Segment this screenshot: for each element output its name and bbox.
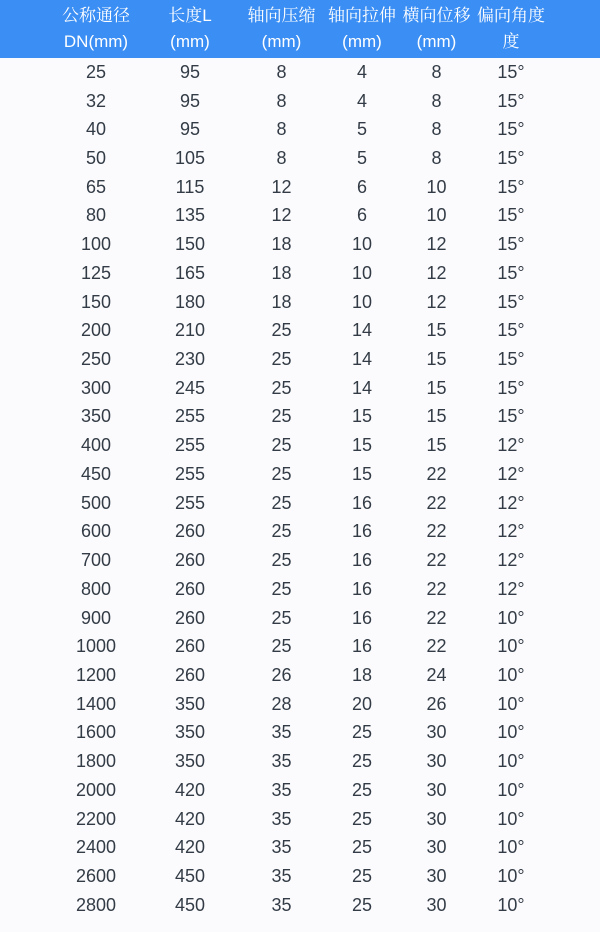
table-cell: 350 <box>174 751 206 772</box>
table-cell: 15 <box>426 349 447 370</box>
table-row <box>0 690 600 719</box>
table-cell: 15° <box>497 205 525 226</box>
table-row <box>0 862 600 891</box>
table-cell: 10 <box>426 205 447 226</box>
table-cell: 40 <box>85 119 107 140</box>
table-cell: 25 <box>271 521 292 542</box>
table-cell: 700 <box>80 550 112 571</box>
table-cell: 1200 <box>75 664 117 685</box>
table-cell: 15° <box>497 61 525 82</box>
table-cell: 12 <box>426 234 447 255</box>
table-cell: 350 <box>174 722 206 743</box>
col-header-title: 公称通径 <box>62 6 130 25</box>
table-cell: 30 <box>426 894 447 915</box>
table-cell: 24 <box>426 664 447 685</box>
table-cell: 65 <box>85 176 107 197</box>
table-row <box>0 259 600 288</box>
table-row <box>0 546 600 575</box>
table-cell: 35 <box>271 751 292 772</box>
table-cell: 25 <box>351 865 373 886</box>
table-row <box>0 345 600 374</box>
table-row <box>0 115 600 144</box>
table-cell: 15° <box>497 291 525 312</box>
col-header-length <box>142 0 238 58</box>
table-cell: 4 <box>356 90 367 111</box>
table-cell: 4 <box>356 61 367 82</box>
table-row <box>0 460 600 489</box>
table-row <box>0 747 600 776</box>
table-cell: 10 <box>426 176 447 197</box>
table-row <box>0 202 600 231</box>
table-cell: 10° <box>497 894 525 915</box>
table-cell: 35 <box>271 808 292 829</box>
table-cell: 15° <box>497 148 525 169</box>
table-cell: 15 <box>426 320 447 341</box>
table-cell: 15 <box>426 377 447 398</box>
table-cell: 25 <box>351 751 373 772</box>
col-header-unit: (mm) <box>416 32 457 51</box>
table-cell: 25 <box>271 349 292 370</box>
table-cell: 35 <box>271 894 292 915</box>
table-cell: 350 <box>174 693 206 714</box>
table-cell: 15 <box>351 463 373 484</box>
col-header-title: 长度L <box>168 6 212 25</box>
table-row <box>0 230 600 259</box>
table-cell: 15° <box>497 349 525 370</box>
col-header-unit: DN(mm) <box>63 32 129 51</box>
table-cell: 255 <box>174 406 206 427</box>
table-cell: 15 <box>351 406 373 427</box>
col-header-unit: 度 <box>502 32 520 51</box>
table-cell: 12 <box>271 205 292 226</box>
table-cell: 25 <box>271 463 292 484</box>
table-cell: 25 <box>351 779 373 800</box>
table-cell: 16 <box>351 607 373 628</box>
table-cell: 30 <box>426 837 447 858</box>
table-cell: 10° <box>497 865 525 886</box>
table-cell: 2800 <box>75 894 117 915</box>
table-cell: 260 <box>174 607 206 628</box>
table-cell: 25 <box>271 320 292 341</box>
col-header-title: 横向位移 <box>402 6 471 25</box>
table-cell: 1000 <box>75 636 117 657</box>
table-cell: 260 <box>174 664 206 685</box>
table-cell: 32 <box>85 90 107 111</box>
table-cell: 300 <box>80 377 112 398</box>
table-cell: 8 <box>431 90 442 111</box>
table-cell: 15° <box>497 377 525 398</box>
table-cell: 26 <box>426 693 447 714</box>
table-cell: 2200 <box>75 808 117 829</box>
table-cell: 30 <box>426 751 447 772</box>
table-cell: 12° <box>497 435 525 456</box>
table-cell: 8 <box>276 61 287 82</box>
table-cell: 10° <box>497 837 525 858</box>
table-cell: 15° <box>497 119 525 140</box>
table-cell: 10° <box>497 722 525 743</box>
col-header-axial-extension <box>325 0 399 58</box>
table-cell: 25 <box>351 894 373 915</box>
table-cell: 10° <box>497 607 525 628</box>
table-cell: 260 <box>174 578 206 599</box>
table-cell: 15 <box>351 435 373 456</box>
table-cell: 8 <box>431 61 442 82</box>
table-cell: 150 <box>80 291 112 312</box>
table-cell: 80 <box>85 205 107 226</box>
table-cell: 250 <box>80 349 112 370</box>
table-cell: 14 <box>351 349 373 370</box>
table-cell: 450 <box>174 865 206 886</box>
col-header-nominal-diameter <box>0 0 142 58</box>
table-cell: 100 <box>80 234 112 255</box>
table-cell: 22 <box>426 607 447 628</box>
table-cell: 12° <box>497 463 525 484</box>
table-cell: 10 <box>351 291 373 312</box>
table-cell: 8 <box>431 119 442 140</box>
table-cell: 12° <box>497 521 525 542</box>
col-header-unit: (mm) <box>342 32 382 51</box>
table-cell: 22 <box>426 578 447 599</box>
table-cell: 25 <box>351 722 373 743</box>
table-cell: 260 <box>174 521 206 542</box>
table-cell: 14 <box>351 320 373 341</box>
table-cell: 12 <box>426 262 447 283</box>
table-cell: 22 <box>426 521 447 542</box>
table-row <box>0 833 600 862</box>
table-cell: 420 <box>174 837 206 858</box>
table-cell: 26 <box>271 664 292 685</box>
table-cell: 10° <box>497 693 525 714</box>
col-header-unit: (mm) <box>261 32 302 51</box>
table-row <box>0 891 600 920</box>
table-header <box>0 0 600 58</box>
table-row <box>0 144 600 173</box>
table-cell: 350 <box>80 406 112 427</box>
table-cell: 105 <box>174 148 206 169</box>
table-cell: 18 <box>351 664 373 685</box>
table-cell: 10° <box>497 664 525 685</box>
col-header-title: 轴向压缩 <box>247 6 316 25</box>
table-cell: 16 <box>351 578 373 599</box>
table-cell: 25 <box>271 377 292 398</box>
table-cell: 260 <box>174 636 206 657</box>
table-row <box>0 87 600 116</box>
table-body <box>0 58 600 920</box>
col-header-lateral-displacement <box>399 0 474 58</box>
table-cell: 15° <box>497 176 525 197</box>
table-row <box>0 431 600 460</box>
table-cell: 25 <box>85 61 107 82</box>
table-cell: 15° <box>497 90 525 111</box>
table-cell: 450 <box>80 463 112 484</box>
table-cell: 15° <box>497 406 525 427</box>
table-cell: 10 <box>351 262 373 283</box>
table-cell: 30 <box>426 808 447 829</box>
table-cell: 35 <box>271 837 292 858</box>
table-cell: 8 <box>431 148 442 169</box>
table-row <box>0 604 600 633</box>
table-row <box>0 316 600 345</box>
table-cell: 10 <box>351 234 373 255</box>
table-cell: 14 <box>351 377 373 398</box>
table-cell: 150 <box>174 234 206 255</box>
col-header-title: 轴向拉伸 <box>328 6 396 25</box>
table-cell: 25 <box>351 808 373 829</box>
table-cell: 8 <box>276 90 287 111</box>
table-cell: 135 <box>174 205 206 226</box>
table-cell: 95 <box>179 119 201 140</box>
table-cell: 16 <box>351 521 373 542</box>
table-cell: 2600 <box>75 865 117 886</box>
table-cell: 230 <box>174 349 206 370</box>
table-row <box>0 374 600 403</box>
table-cell: 15° <box>497 320 525 341</box>
table-cell: 30 <box>426 779 447 800</box>
table-row <box>0 575 600 604</box>
table-cell: 22 <box>426 463 447 484</box>
table-cell: 900 <box>80 607 112 628</box>
table-cell: 12° <box>497 578 525 599</box>
table-cell: 260 <box>174 550 206 571</box>
table-cell: 35 <box>271 865 292 886</box>
table-cell: 8 <box>276 119 287 140</box>
table-cell: 12 <box>271 176 292 197</box>
table-cell: 22 <box>426 492 447 513</box>
table-cell: 30 <box>426 722 447 743</box>
table-cell: 125 <box>80 262 112 283</box>
table-cell: 16 <box>351 492 373 513</box>
table-cell: 600 <box>80 521 112 542</box>
table-cell: 8 <box>276 148 287 169</box>
table-cell: 115 <box>175 176 205 197</box>
table-cell: 15° <box>497 234 525 255</box>
table-cell: 25 <box>271 492 292 513</box>
table-cell: 25 <box>271 406 292 427</box>
table-cell: 800 <box>80 578 112 599</box>
table-cell: 500 <box>80 492 112 513</box>
table-cell: 95 <box>179 61 201 82</box>
table-cell: 1400 <box>75 693 117 714</box>
table-cell: 5 <box>356 119 367 140</box>
table-cell: 25 <box>271 636 292 657</box>
col-header-unit: (mm) <box>170 32 210 51</box>
table-cell: 400 <box>80 435 112 456</box>
table-cell: 12° <box>497 492 525 513</box>
table-cell: 15 <box>426 435 447 456</box>
table-cell: 15° <box>497 262 525 283</box>
table-cell: 10° <box>497 779 525 800</box>
table-row <box>0 518 600 547</box>
table-row <box>0 776 600 805</box>
table-cell: 2000 <box>75 779 117 800</box>
table-row <box>0 719 600 748</box>
table-cell: 25 <box>351 837 373 858</box>
table-cell: 10° <box>497 636 525 657</box>
table-cell: 95 <box>179 90 201 111</box>
table-cell: 5 <box>356 148 367 169</box>
table-cell: 12° <box>497 550 525 571</box>
table-row <box>0 58 600 87</box>
table-row <box>0 805 600 834</box>
table-cell: 1800 <box>75 751 117 772</box>
table-row <box>0 403 600 432</box>
table-cell: 20 <box>351 693 373 714</box>
table-row <box>0 661 600 690</box>
table-cell: 420 <box>174 808 206 829</box>
table-cell: 255 <box>174 463 206 484</box>
table-cell: 25 <box>271 607 292 628</box>
table-row <box>0 288 600 317</box>
table-cell: 18 <box>271 262 292 283</box>
table-cell: 30 <box>426 865 447 886</box>
table-cell: 255 <box>174 492 206 513</box>
table-cell: 18 <box>271 291 292 312</box>
table-cell: 16 <box>351 550 373 571</box>
table-cell: 35 <box>271 779 292 800</box>
col-header-title: 偏向角度 <box>477 6 545 25</box>
table-cell: 245 <box>174 377 206 398</box>
table-cell: 22 <box>426 636 447 657</box>
table-cell: 15 <box>426 406 447 427</box>
table-cell: 6 <box>356 176 367 197</box>
table-cell: 1600 <box>75 722 117 743</box>
table-cell: 10° <box>497 751 525 772</box>
table-cell: 35 <box>271 722 292 743</box>
table-cell: 50 <box>85 148 107 169</box>
table-cell: 6 <box>356 205 367 226</box>
table-row <box>0 173 600 202</box>
table-cell: 180 <box>174 291 206 312</box>
table-cell: 200 <box>80 320 112 341</box>
col-header-deflection-angle <box>474 0 600 58</box>
table-cell: 25 <box>271 578 292 599</box>
table-cell: 28 <box>271 693 292 714</box>
table-cell: 450 <box>174 894 206 915</box>
table-cell: 12 <box>426 291 447 312</box>
table-row <box>0 632 600 661</box>
table-cell: 2400 <box>75 837 117 858</box>
table-cell: 210 <box>174 320 206 341</box>
table-cell: 25 <box>271 550 292 571</box>
table-cell: 420 <box>174 779 206 800</box>
table-cell: 18 <box>271 234 292 255</box>
table-row <box>0 489 600 518</box>
header-row <box>0 0 600 58</box>
table-cell: 255 <box>174 435 206 456</box>
table-cell: 165 <box>174 262 206 283</box>
table-cell: 10° <box>497 808 525 829</box>
table-cell: 25 <box>271 435 292 456</box>
col-header-axial-compression <box>238 0 325 58</box>
table-cell: 16 <box>351 636 373 657</box>
table-cell: 22 <box>426 550 447 571</box>
